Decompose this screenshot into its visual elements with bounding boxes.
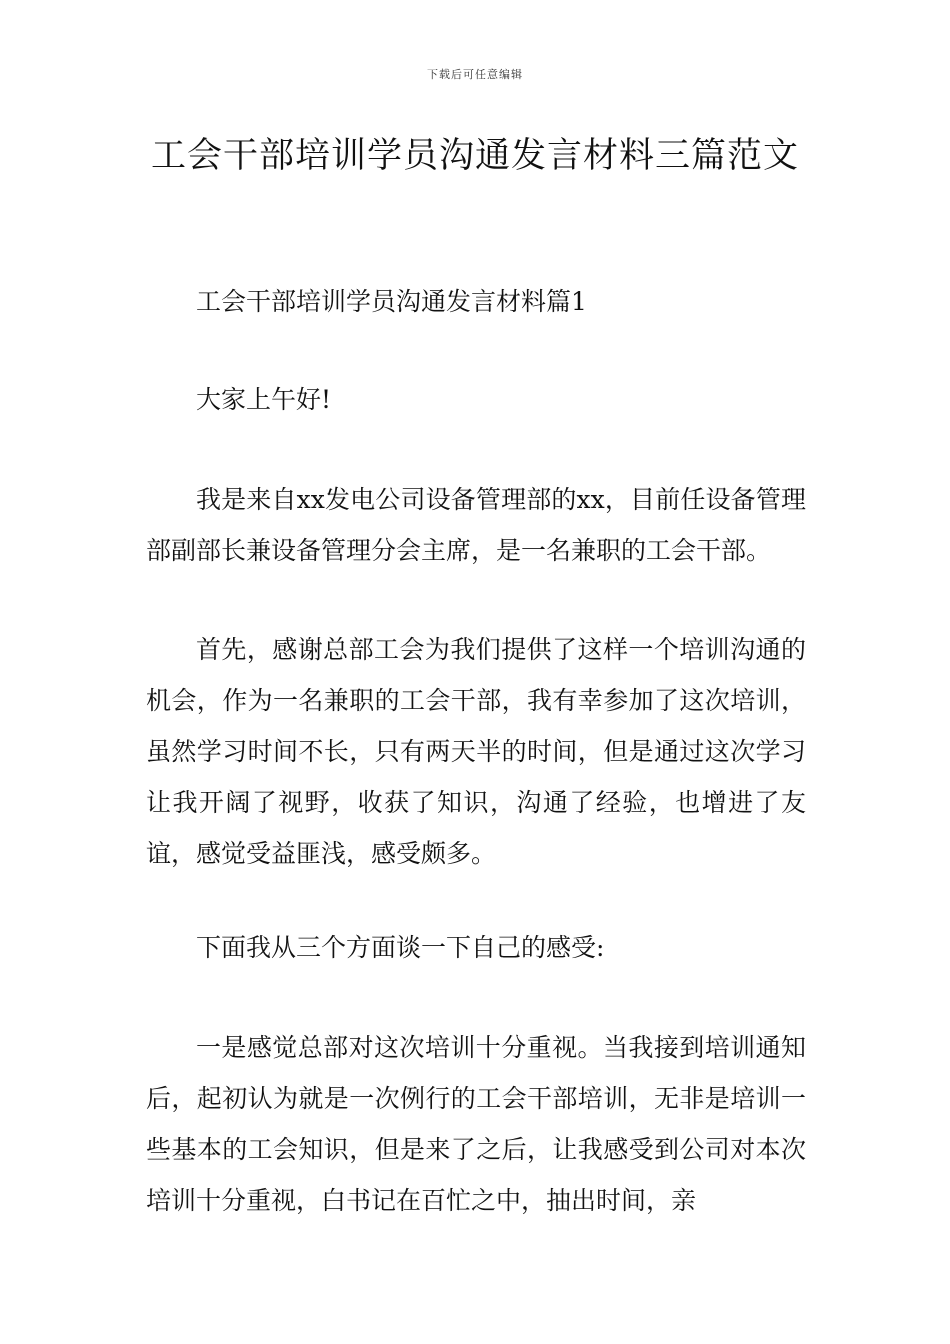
section-heading: 工会干部培训学员沟通发言材料篇1 [196,287,587,316]
intro-paragraph: 我是来自xx发电公司设备管理部的xx，目前任设备管理部副部长兼设备管理分会主席，是一名兼职的工会干部。 [146,485,806,565]
three-aspects-paragraph: 下面我从三个方面谈一下自己的感受: [196,933,605,962]
thanks-paragraph: 首先，感谢总部工会为我们提供了这样一个培训沟通的机会，作为一名兼职的工会干部，我有幸参加了这次培训，虽然学习时间不长，只有两天半的时间，但是通过这次学习让我开阔了视野，收获了知识，沟通了经验，也增进了友谊，感觉受益匪浅，感受颇多。 [146,635,806,868]
document-title: 工会干部培训学员沟通发言材料三篇范文 [150,136,799,176]
greeting-paragraph: 大家上午好! [196,385,332,414]
page-header-note: 下载后可任意编辑 [427,68,523,81]
first-aspect-paragraph: 一是感觉总部对这次培训十分重视。当我接到培训通知后，起初认为就是一次例行的工会干部培训，无非是培训一些基本的工会知识，但是来了之后，让我感受到公司对本次培训十分重视，白书记在百忙之中，抽出时间，亲 [146,1033,806,1215]
